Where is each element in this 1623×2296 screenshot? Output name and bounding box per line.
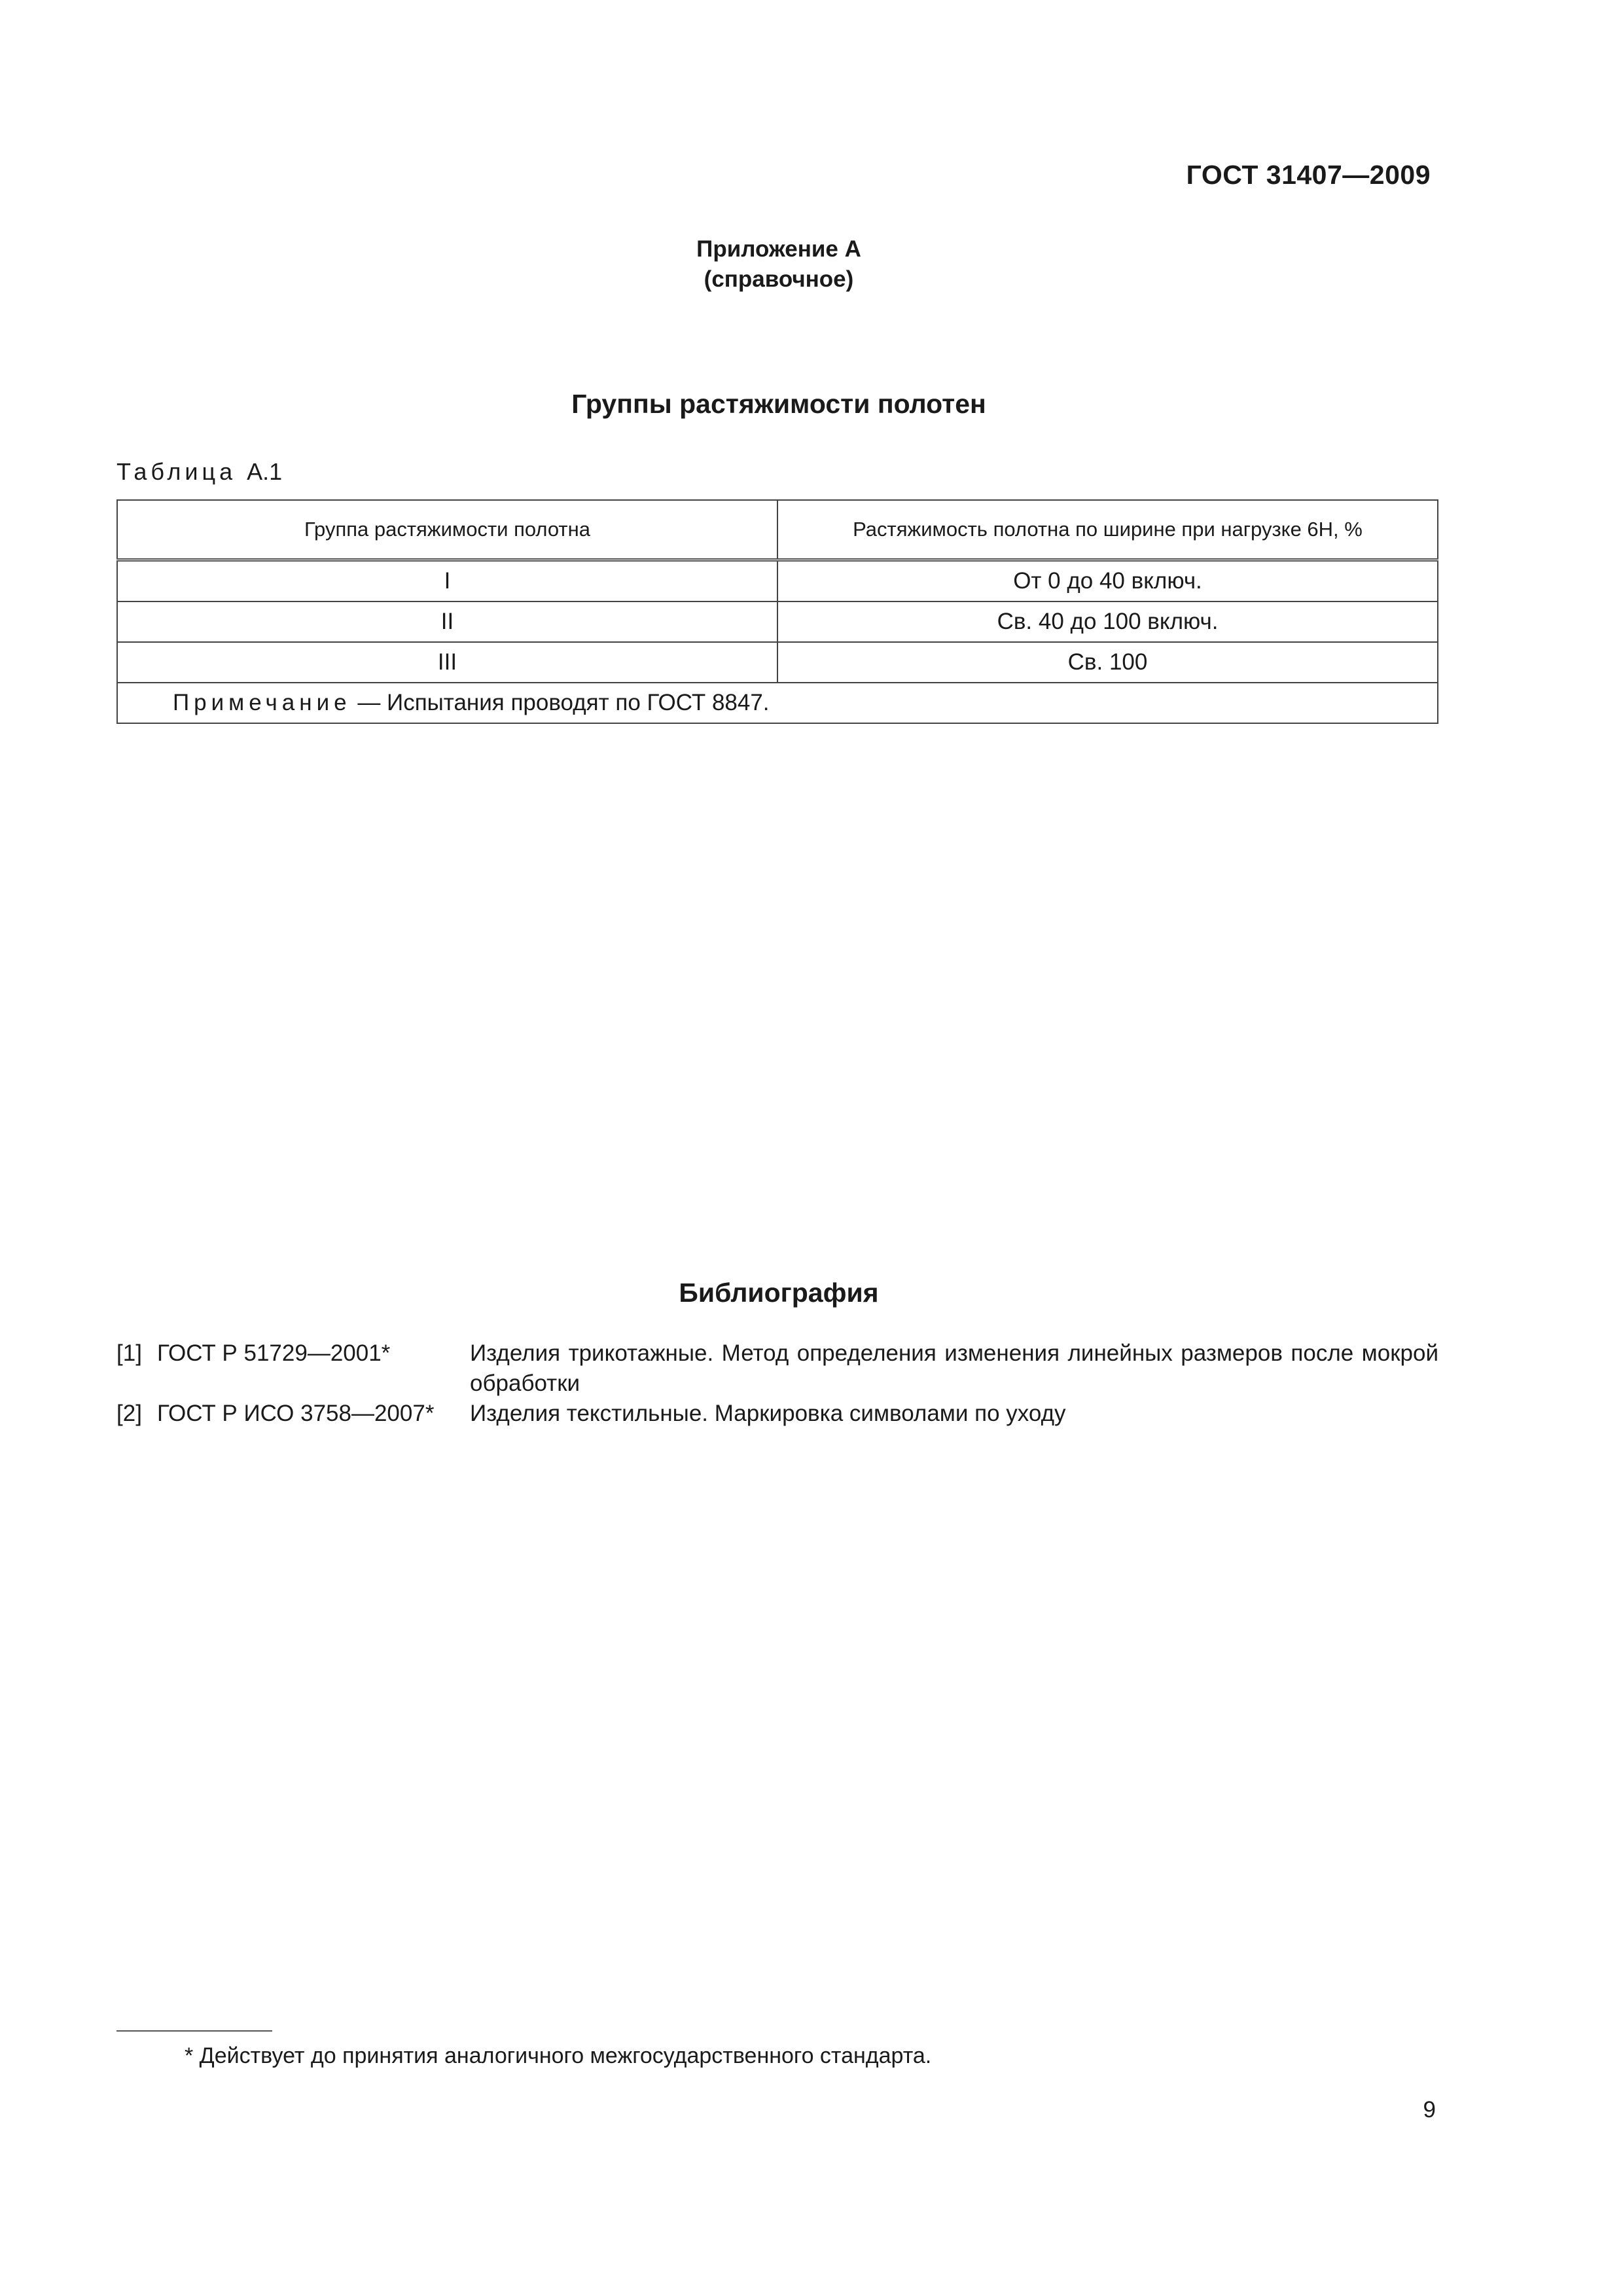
table-header-row (117, 500, 1438, 560)
document-code: ГОСТ 31407—2009 (1186, 160, 1431, 190)
bibliography-reference: ГОСТ Р 51729—2001* (157, 1340, 391, 1366)
group-cell: II (117, 601, 777, 642)
note-label: Примечание (173, 690, 351, 715)
stretch-cell: Св. 40 до 100 включ. (777, 601, 1438, 642)
table-note-row (117, 683, 1438, 723)
column-header-group: Группа растяжимости полотна (117, 500, 777, 560)
page-number: 9 (1423, 2097, 1436, 2123)
bibliography-reference: ГОСТ Р ИСО 3758—2007* (157, 1401, 435, 1426)
table-caption-word: Таблица (116, 458, 237, 485)
group-cell: I (117, 560, 777, 602)
table-note (117, 683, 1438, 723)
bibliography-entry (116, 1338, 1438, 1399)
bibliography-title: Библиография (679, 1278, 879, 1308)
footnote: * Действует до принятия аналогичного межгосударственного стандарта. (185, 2043, 932, 2068)
group-cell: III (117, 642, 777, 683)
appendix-title: Приложение А (696, 236, 861, 262)
section-title: Группы растяжимости полотен (571, 389, 986, 419)
table-row (117, 560, 1438, 602)
bibliography-list (116, 1338, 1438, 1429)
footnote-divider (116, 2030, 272, 2032)
bibliography-number: [2] (116, 1401, 142, 1426)
appendix-type: (справочное) (704, 266, 854, 292)
note-text: — Испытания проводят по ГОСТ 8847. (351, 690, 770, 715)
bibliography-description: Изделия трикотажные. Метод определения изменения линейных размеров после мокрой обработки (470, 1340, 1438, 1396)
stretch-groups-table (116, 499, 1438, 724)
table-row (117, 601, 1438, 642)
table-row (117, 642, 1438, 683)
bibliography-number: [1] (116, 1340, 142, 1366)
stretch-cell: Св. 100 (777, 642, 1438, 683)
table-caption-number: А.1 (247, 458, 283, 485)
column-header-stretch: Растяжимость полотна по ширине при нагрузке 6Н, % (777, 500, 1438, 560)
bibliography-entry (116, 1399, 1438, 1429)
appendix-heading (0, 234, 1558, 295)
stretch-cell: От 0 до 40 включ. (777, 560, 1438, 602)
bibliography-description: Изделия текстильные. Маркировка символами по уходу (470, 1401, 1066, 1426)
table-caption (116, 458, 282, 486)
